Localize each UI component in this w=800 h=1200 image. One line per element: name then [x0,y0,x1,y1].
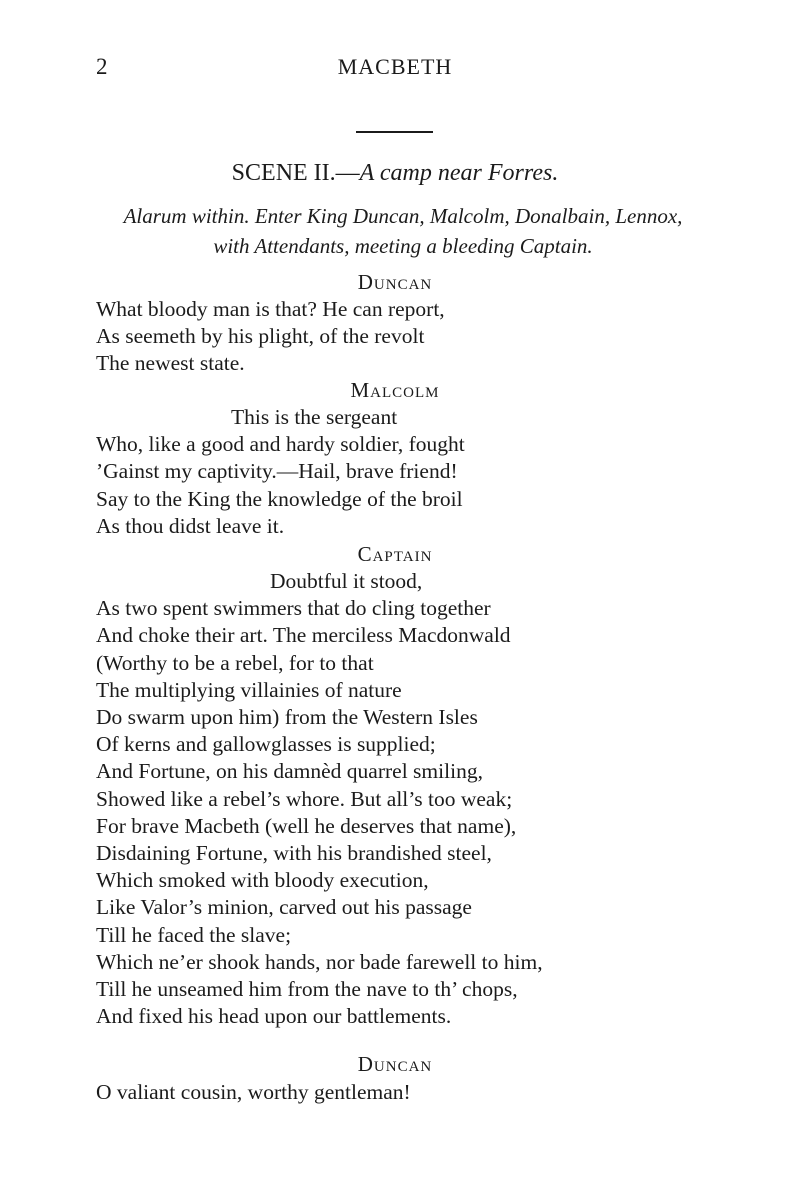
verse-line: Of kerns and gallowglasses is supplied; [96,732,436,757]
speaker-name: Duncan [357,1052,433,1076]
verse-line: As seemeth by his plight, of the revolt [96,324,425,349]
verse-line: As thou didst leave it. [96,513,285,538]
running-title: MACBETH [337,54,453,79]
verse-line: ’Gainst my captivity.—Hail, brave friend! [96,459,458,484]
speech-lines [96,568,543,1030]
verse-line: For brave Macbeth (well he deserves that name), [96,813,517,838]
verse-line: Like Valor’s minion, carved out his passage [96,895,472,920]
verse-line: Which ne’er shook hands, nor bade farewell to him, [96,949,543,974]
stage-direction-line: Alarum within. Enter King Duncan, Malcolm, Donalbain, Lennox, [123,204,683,228]
scene-dash: — [335,160,360,186]
scene-number: SCENE II. [231,160,336,186]
verse-line: Say to the King the knowledge of the broil [96,486,463,511]
section-divider [356,131,433,133]
scene-location: A camp near Forres. [359,160,559,186]
verse-line: Do swarm upon him) from the Western Isles [96,705,478,730]
verse-line: As two spent swimmers that do cling together [96,596,491,621]
verse-line: Doubtful it stood, [270,569,423,593]
verse-line: (Worthy to be a rebel, for to that [96,650,374,675]
speaker-name: Malcolm [350,378,440,402]
speech-lines [96,404,465,540]
scene-heading [0,160,790,187]
verse-line: The newest state. [96,351,245,376]
verse-line: O valiant cousin, worthy gentleman! [96,1080,411,1104]
speech-lines [96,1079,411,1106]
verse-line: Which smoked with bloody execution, [96,868,429,893]
verse-line: And Fortune, on his damnèd quarrel smiling, [96,759,483,784]
verse-line: Showed like a rebel’s whore. But all’s too weak; [96,786,513,811]
speaker-name: Captain [357,542,433,566]
verse-line: Till he unseamed him from the nave to th’ chops, [96,977,518,1002]
verse-line: Disdaining Fortune, with his brandished steel, [96,841,492,866]
page-number: 2 [96,54,108,79]
verse-line: Who, like a good and hardy soldier, fought [96,432,465,457]
verse-line: What bloody man is that? He can report, [96,297,445,321]
stage-direction-line: with Attendants, meeting a bleeding Captain. [213,234,593,258]
verse-line: And choke their art. The merciless Macdonwald [96,623,511,648]
stage-direction [96,201,710,261]
verse-line: The multiplying villainies of nature [96,677,402,702]
speaker-name: Duncan [357,270,433,294]
verse-line: And fixed his head upon our battlements. [96,1004,452,1029]
speech-lines [96,296,445,378]
verse-line: This is the sergeant [231,405,398,429]
verse-line: Till he faced the slave; [96,922,292,947]
